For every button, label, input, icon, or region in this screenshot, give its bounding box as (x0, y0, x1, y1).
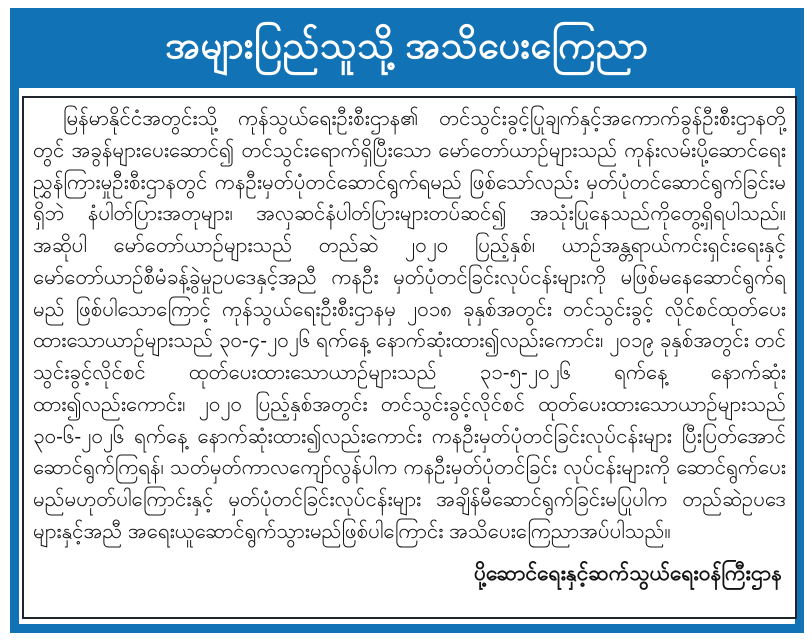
frame-bottom-strip (10, 624, 804, 633)
signature-line: ပို့ဆောင်ရေးနှင့်ဆက်သွယ်ရေးဝန်ကြီးဌာန (474, 561, 782, 585)
title-banner (10, 8, 804, 88)
frame-left-strip (10, 88, 19, 633)
notice-paragraph: မြန်မာနိုင်ငံအတွင်းသို့ ကုန်သွယ်ရေးဦးစီးဌာန၏ တင်သွင်းခွင့်ပြုချက်နှင့်အကောက်ခွန်ဦးစီးဌာနတို့တွင် အခွန်များပေးဆောင်၍ တင်သွင်းရောက်ရှိပြီးသော မော်တော်ယာဉ်များသည် ကုန်းလမ်းပို့ဆောင်ရေးညွှန်ကြားမှုဦးစီးဌာနတွင် ကနဦးမှတ်ပုံတင်ဆောင်ရွက်ရမည် ဖြစ်သော်လည်း မှတ်ပုံတင်ဆောင်ရွက်ခြင်းမရှိဘဲ နံပါတ်ပြားအတုများ၊ အလှဆင်နံပါတ်ပြားများတပ်ဆင်၍ အသုံးပြုနေသည်ကိုတွေ့ရှိရပါသည်။ အဆိုပါ မော်တော်ယာဉ်များသည် တည်ဆဲ ၂၀၂၀ ပြည့်နှစ်၊ ယာဉ်အန္တရာယ်ကင်းရှင်းရေးနှင့်မော်တော်ယာဉ်စီမံခန့်ခွဲမှုဥပဒေနှင့်အညီ ကနဦး မှတ်ပုံတင်ခြင်းလုပ်ငန်းများကို မဖြစ်မနေဆောင်ရွက်ရမည် ဖြစ်ပါသောကြောင့် ကုန်သွယ်ရေးဦးစီးဌာနမှ ၂၀၁၈ ခုနှစ်အတွင်း တင်သွင်းခွင့် လိုင်စင်ထုတ်ပေးထားသောယာဉ်များသည် ၃၀-၄-၂၀၂၆ ရက်နေ့ နောက်ဆုံးထား၍လည်းကောင်း၊ ၂၀၁၉ ခုနှစ်အတွင်း တင်သွင်းခွင့်လိုင်စင် ထုတ်ပေးထားသောယာဉ်များသည် ၃၁-၅-၂၀၂၆ ရက်နေ့ နောက်ဆုံးထား၍လည်းကောင်း၊ ၂၀၂၀ ပြည့်နှစ်အတွင်း တင်သွင်းခွင့်လိုင်စင် ထုတ်ပေးထားသောယာဉ်များသည် ၃၀-၆-၂၀၂၆ ရက်နေ့ နောက်ဆုံးထား၍လည်းကောင်း ကနဦးမှတ်ပုံတင်ခြင်းလုပ်ငန်းများ ပြီးပြတ်အောင်ဆောင်ရွက်ကြရန်၊ သတ်မှတ်ကာလကျော်လွန်ပါက ကနဦးမှတ်ပုံတင်ခြင်း လုပ်ငန်းများကို ဆောင်ရွက်ပေးမည်မဟုတ်ပါကြောင်းနှင့် မှတ်ပုံတင်ခြင်းလုပ်ငန်းများ အချိန်မီဆောင်ရွက်ခြင်းမပြုပါက တည်ဆဲဥပဒေများနှင့်အညီ အရေးယူဆောင်ရွက်သွားမည်ဖြစ်ပါကြောင်း အသိပေးကြေညာအပ်ပါသည်။ (33, 107, 786, 543)
notice-body-box (22, 96, 797, 619)
poster-title: အများပြည်သူသို့ အသိပေးကြေညာ (165, 25, 649, 67)
